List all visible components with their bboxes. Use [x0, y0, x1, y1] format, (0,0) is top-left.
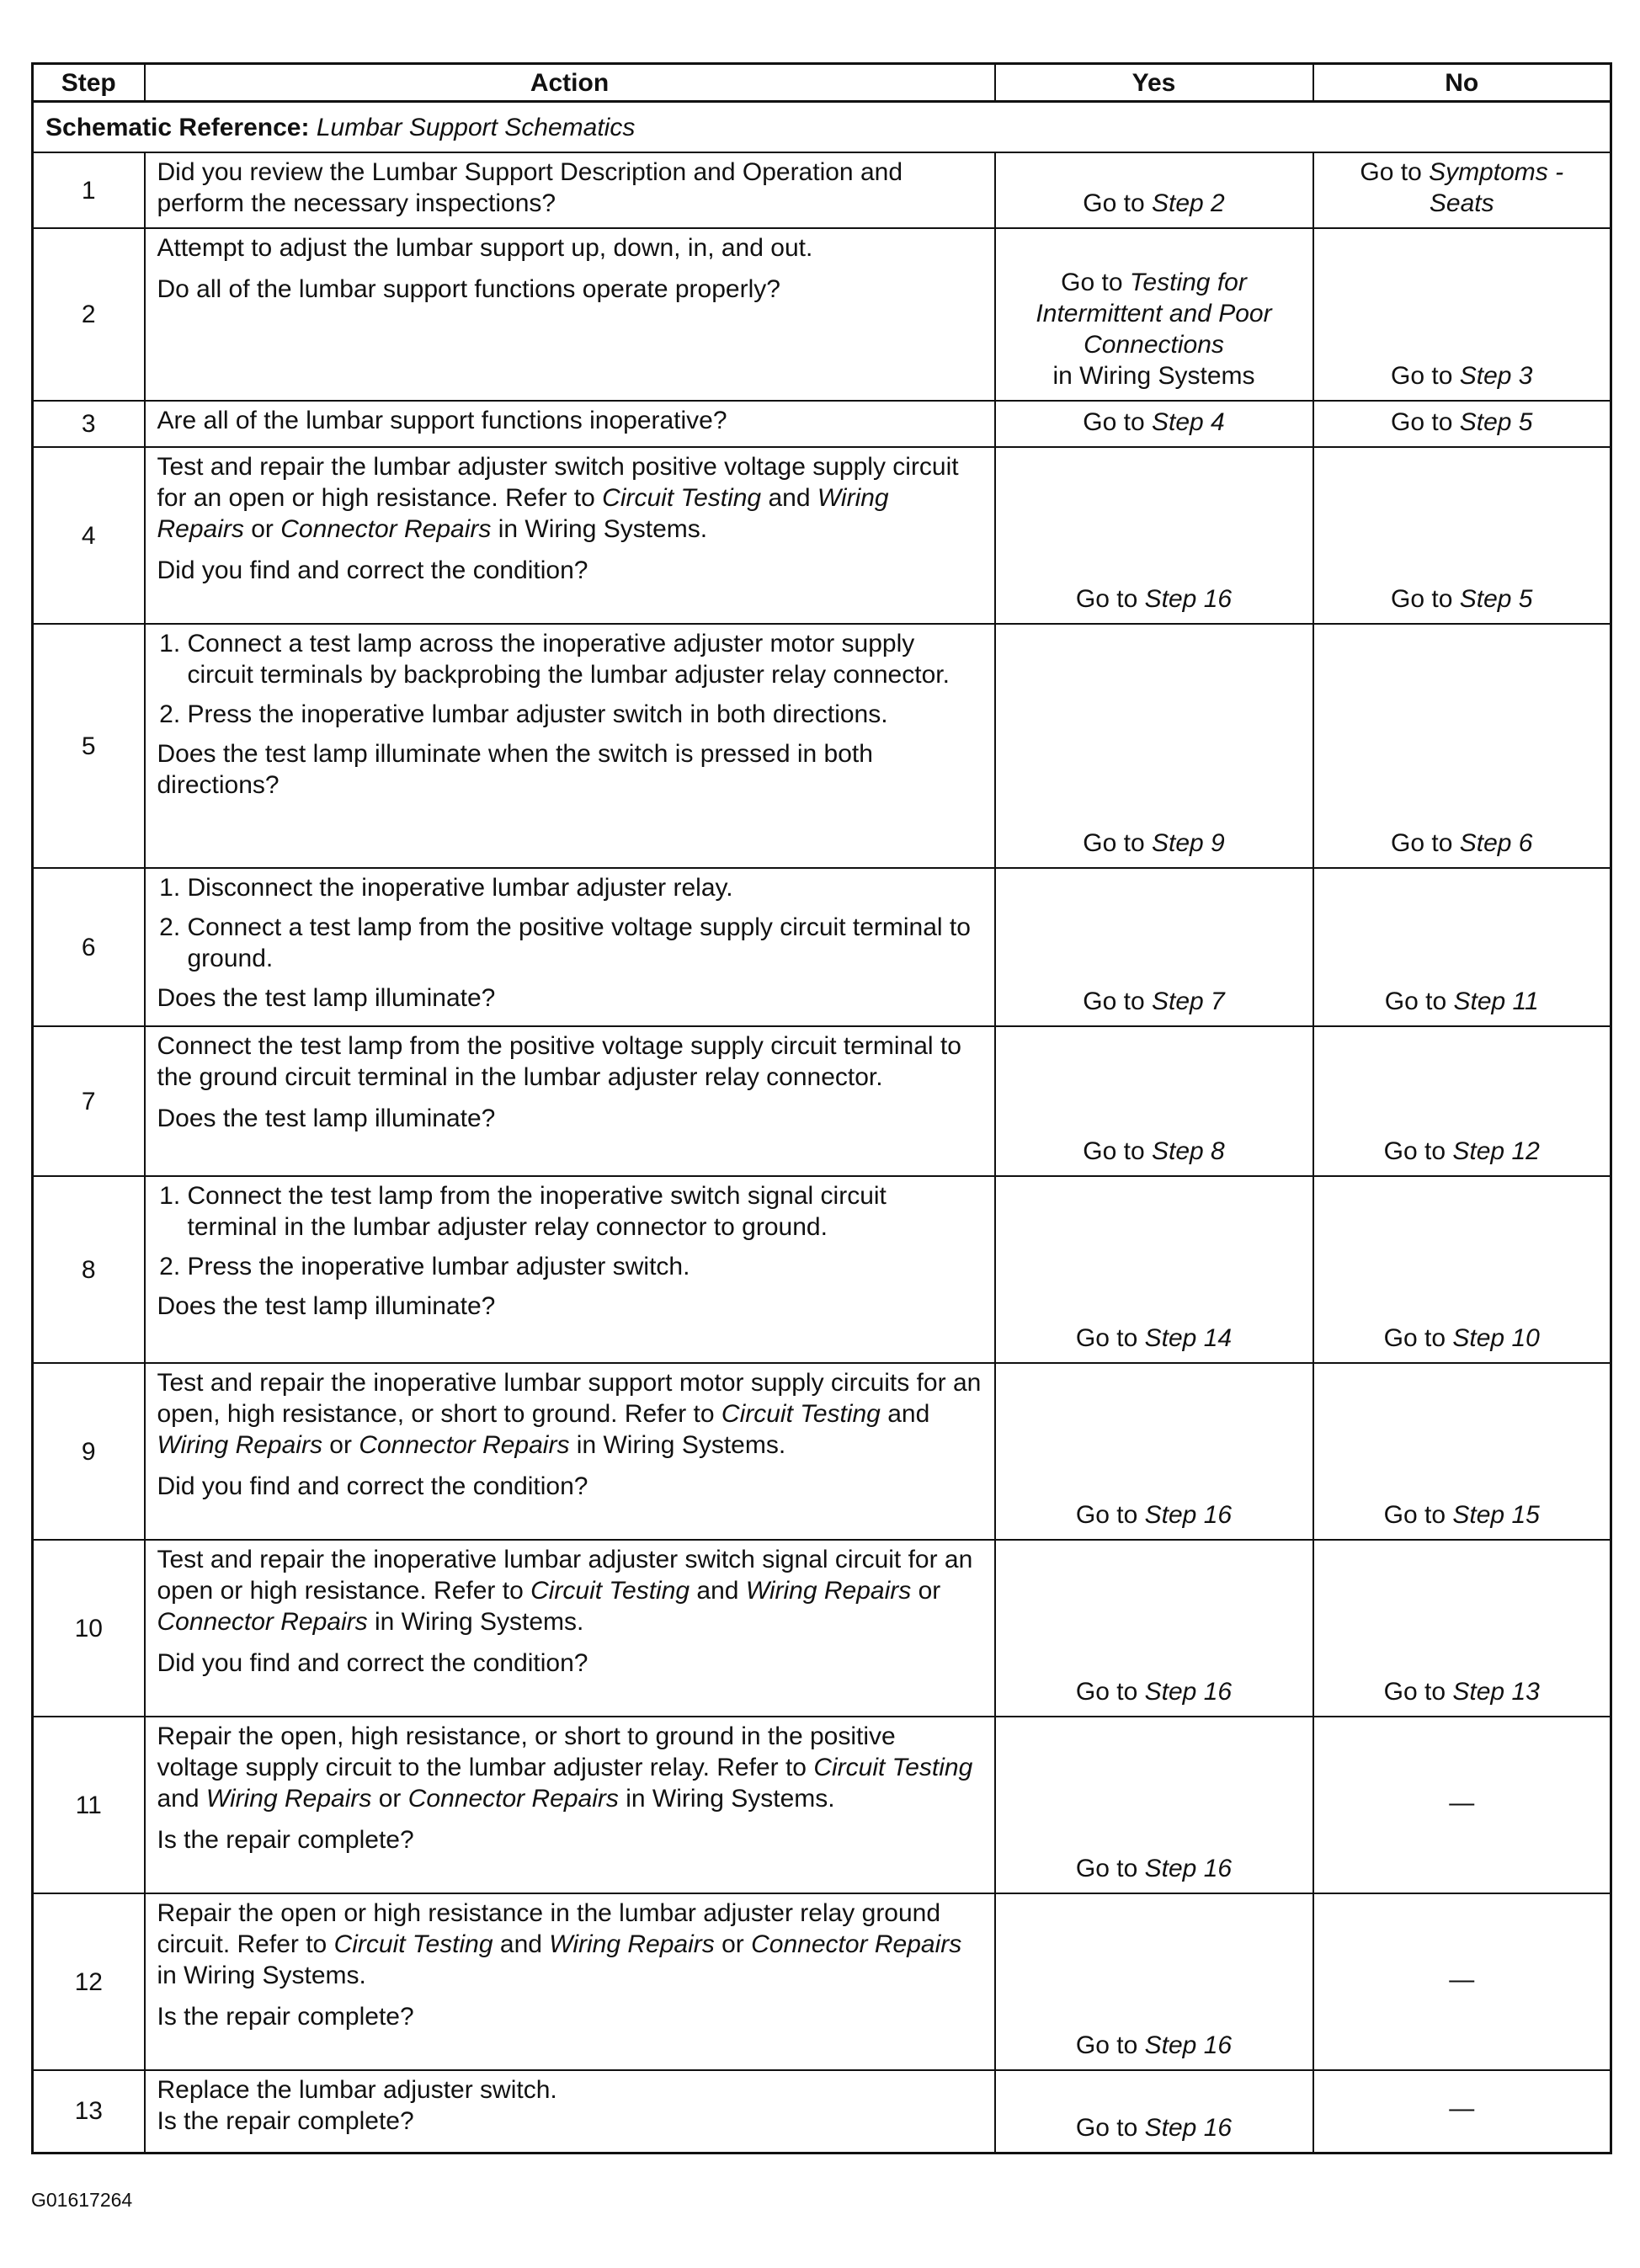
schematic-reference	[33, 102, 1611, 153]
yes-cell	[995, 1717, 1313, 1893]
ref-wiring-repairs: Wiring Repairs	[205, 1785, 372, 1813]
ref-and: and	[499, 1930, 542, 1958]
goto-label: Go to	[1391, 362, 1453, 390]
action-question: Does the test lamp illuminate when the switch is pressed in both directions?	[157, 740, 873, 799]
goto-target: Step 2	[1151, 189, 1225, 217]
no-cell	[1313, 152, 1611, 228]
goto-target: Testing for	[1129, 269, 1247, 296]
goto-label: Go to	[1391, 829, 1453, 857]
goto-label: Go to	[1075, 2113, 1138, 2142]
goto-target: Step 13	[1452, 1678, 1540, 1706]
goto-target: Step 16	[1144, 1855, 1233, 1882]
no-cell	[1313, 447, 1611, 624]
action-steps	[157, 872, 982, 974]
goto-target-cont: Connections	[1084, 331, 1224, 359]
no-cell	[1313, 1176, 1611, 1363]
step-number: 6	[33, 868, 145, 1026]
action-text-lead: Repair the open or high resistance in the lumbar adjuster relay ground circuit. Refer to	[157, 1899, 941, 1958]
goto-label: Go to	[1083, 829, 1145, 857]
table-row	[33, 152, 1611, 228]
action-cell	[145, 1893, 995, 2070]
yes-cell	[995, 1540, 1313, 1717]
action-text-lead: Test and repair the inoperative lumbar adjuster switch signal circuit for an open or high resistance. Refer to	[157, 1546, 973, 1605]
ref-tail: in Wiring Systems.	[374, 1608, 584, 1636]
action-text	[157, 451, 982, 545]
ref-and: and	[768, 484, 811, 512]
figure-id: G01617264	[31, 2189, 133, 2211]
ref-connector-repairs: Connector Repairs	[751, 1930, 962, 1958]
goto-label: Go to	[1383, 1324, 1446, 1352]
action-text: Replace the lumbar adjuster switch.	[157, 2076, 557, 2104]
yes-cell	[995, 2070, 1313, 2153]
action-text	[157, 1367, 982, 1461]
schematic-row	[33, 102, 1611, 153]
action-cell	[145, 2070, 995, 2153]
action-steps	[157, 628, 982, 730]
ref-and: and	[696, 1577, 739, 1605]
table-row	[33, 868, 1611, 1026]
table-row	[33, 228, 1611, 401]
goto-target: Step 6	[1459, 829, 1533, 857]
step-number: 13	[33, 2070, 145, 2153]
action-question: Does the test lamp illuminate?	[157, 1292, 496, 1320]
action-cell	[145, 1026, 995, 1176]
list-item: 2. Press the inoperative lumbar adjuster switch.	[188, 1251, 982, 1282]
action-question: Is the repair complete?	[157, 2107, 414, 2135]
step-number: 1	[33, 152, 145, 228]
goto-label: Go to	[1360, 158, 1422, 186]
yes-cell	[995, 868, 1313, 1026]
goto-target: Step 15	[1452, 1501, 1540, 1529]
table-row	[33, 1363, 1611, 1540]
action-question: Is the repair complete?	[157, 2003, 414, 2031]
action-text-lead: Test and repair the inoperative lumbar support motor supply circuits for an open, high resistance, or short to ground. Refer to	[157, 1369, 982, 1428]
goto-target: Step 5	[1459, 585, 1533, 613]
step-number: 3	[33, 401, 145, 447]
list-item: 2. Connect a test lamp from the positive voltage supply circuit terminal to ground.	[188, 912, 982, 974]
table-row	[33, 1176, 1611, 1363]
yes-cell	[995, 624, 1313, 868]
step-number: 9	[33, 1363, 145, 1540]
not-applicable: —	[1449, 1965, 1475, 1994]
ref-circuit-testing: Circuit Testing	[530, 1577, 690, 1605]
action-question: Does the test lamp illuminate?	[157, 1105, 496, 1132]
goto-target: Step 16	[1144, 1501, 1233, 1529]
goto-target-cont: Intermittent and Poor	[1036, 300, 1272, 327]
goto-target: Step 16	[1144, 1678, 1233, 1706]
no-cell	[1313, 401, 1611, 447]
ref-connector-repairs: Connector Repairs	[359, 1431, 570, 1459]
action-cell	[145, 624, 995, 868]
goto-label: Go to	[1075, 1855, 1138, 1882]
diagnostic-table	[31, 62, 1612, 2154]
goto-target: Step 9	[1151, 829, 1225, 857]
action-question: Is the repair complete?	[157, 1826, 414, 1854]
ref-or: or	[378, 1785, 402, 1813]
action-cell	[145, 447, 995, 624]
action-text-lead: Repair the open, high resistance, or short to ground in the positive voltage supply circuit to the lumbar adjuster relay. Refer to	[157, 1722, 896, 1781]
step-number: 10	[33, 1540, 145, 1717]
not-applicable: —	[1449, 1788, 1475, 1817]
no-cell	[1313, 1026, 1611, 1176]
ref-circuit-testing: Circuit Testing	[602, 484, 762, 512]
goto-target: Step 11	[1453, 988, 1539, 1015]
yes-cell	[995, 1026, 1313, 1176]
header-no: No	[1313, 64, 1611, 102]
no-cell	[1313, 1540, 1611, 1717]
goto-label: Go to	[1061, 269, 1123, 296]
goto-target-cont: Seats	[1429, 189, 1494, 217]
goto-target: Step 8	[1151, 1137, 1225, 1165]
header-action: Action	[145, 64, 995, 102]
table-row	[33, 1717, 1611, 1893]
action-question: Did you find and correct the condition?	[157, 1472, 588, 1500]
goto-label: Go to	[1083, 408, 1145, 436]
goto-label: Go to	[1383, 1501, 1446, 1529]
yes-cell	[995, 228, 1313, 401]
table-row	[33, 1540, 1611, 1717]
yes-cell	[995, 1176, 1313, 1363]
action-text: Did you review the Lumbar Support Description and Operation and perform the necessary inspections?	[157, 158, 903, 217]
step-number: 11	[33, 1717, 145, 1893]
ref-or: or	[329, 1431, 352, 1459]
list-item: 1. Connect a test lamp across the inoperative adjuster motor supply circuit terminals by backprobing the lumbar adjuster relay connector.	[188, 628, 982, 690]
table-row	[33, 447, 1611, 624]
yes-cell	[995, 447, 1313, 624]
ref-tail: in Wiring Systems.	[626, 1785, 835, 1813]
goto-label: Go to	[1383, 1678, 1446, 1706]
ref-wiring-repairs: Wiring Repairs	[745, 1577, 912, 1605]
goto-label: Go to	[1075, 585, 1138, 613]
table-row	[33, 1026, 1611, 1176]
step-number: 2	[33, 228, 145, 401]
step-number: 5	[33, 624, 145, 868]
action-cell	[145, 228, 995, 401]
ref-circuit-testing: Circuit Testing	[333, 1930, 493, 1958]
ref-tail: in Wiring Systems.	[576, 1431, 786, 1459]
step-number: 8	[33, 1176, 145, 1363]
goto-target: Step 16	[1144, 585, 1233, 613]
goto-label: Go to	[1075, 1678, 1138, 1706]
action-text-lead: Test and repair the lumbar adjuster switch positive voltage supply circuit for an open or high resistance. Refer to	[157, 453, 959, 512]
goto-label: Go to	[1075, 1501, 1138, 1529]
schematic-value: Lumbar Support Schematics	[316, 113, 636, 141]
no-cell	[1313, 624, 1611, 868]
action-cell	[145, 1176, 995, 1363]
header-yes: Yes	[995, 64, 1313, 102]
action-text: Are all of the lumbar support functions inoperative?	[157, 407, 727, 434]
yes-cell	[995, 1363, 1313, 1540]
goto-label: Go to	[1083, 988, 1145, 1015]
table-row	[33, 2070, 1611, 2153]
goto-target: Step 4	[1151, 408, 1225, 436]
yes-cell	[995, 152, 1313, 228]
no-cell	[1313, 228, 1611, 401]
step-number: 7	[33, 1026, 145, 1176]
step-number: 4	[33, 447, 145, 624]
goto-target: Step 3	[1459, 362, 1533, 390]
action-cell	[145, 1540, 995, 1717]
list-item: 1. Connect the test lamp from the inoperative switch signal circuit terminal in the lumbar adjuster relay connector to ground.	[188, 1180, 982, 1243]
action-cell	[145, 1717, 995, 1893]
action-text	[157, 1544, 982, 1637]
ref-tail: in Wiring Systems.	[157, 1962, 366, 1989]
yes-cell	[995, 401, 1313, 447]
goto-target: Step 12	[1452, 1137, 1540, 1165]
action-text: Connect the test lamp from the positive voltage supply circuit terminal to the ground circuit terminal in the lumbar adjuster relay connector.	[157, 1032, 961, 1091]
ref-or: or	[251, 515, 274, 543]
goto-label: Go to	[1083, 189, 1145, 217]
goto-target: Step 7	[1151, 988, 1225, 1015]
action-text	[157, 1721, 982, 1814]
ref-connector-repairs: Connector Repairs	[407, 1785, 619, 1813]
no-cell	[1313, 1893, 1611, 2070]
goto-suffix: in Wiring Systems	[1052, 362, 1255, 390]
ref-tail: in Wiring Systems.	[498, 515, 708, 543]
goto-target: Step 5	[1459, 408, 1533, 436]
action-text: Attempt to adjust the lumbar support up, down, in, and out.	[157, 234, 813, 262]
goto-target: Symptoms -	[1429, 158, 1564, 186]
action-text	[157, 1898, 982, 1991]
header-row	[33, 64, 1611, 102]
goto-target: Step 16	[1144, 2113, 1233, 2142]
ref-wiring-repairs: Wiring Repairs	[549, 1930, 715, 1958]
goto-target: Step 14	[1144, 1324, 1233, 1352]
step-number: 12	[33, 1893, 145, 2070]
yes-cell	[995, 1893, 1313, 2070]
goto-label: Go to	[1391, 585, 1453, 613]
goto-target: Step 16	[1144, 2031, 1233, 2059]
ref-wiring-repairs: Wiring Repairs	[157, 484, 889, 543]
ref-or: or	[721, 1930, 744, 1958]
action-steps	[157, 1180, 982, 1282]
ref-circuit-testing: Circuit Testing	[813, 1754, 973, 1781]
ref-and: and	[887, 1400, 930, 1428]
header-step: Step	[33, 64, 145, 102]
action-question: Does the test lamp illuminate?	[157, 984, 496, 1012]
table-row	[33, 401, 1611, 447]
action-question: Do all of the lumbar support functions operate properly?	[157, 275, 780, 303]
ref-and: and	[157, 1785, 200, 1813]
no-cell	[1313, 1363, 1611, 1540]
goto-label: Go to	[1384, 988, 1447, 1015]
no-cell	[1313, 868, 1611, 1026]
action-cell	[145, 152, 995, 228]
goto-label: Go to	[1391, 408, 1453, 436]
list-item: 1. Disconnect the inoperative lumbar adjuster relay.	[188, 872, 982, 903]
not-applicable: —	[1449, 2095, 1475, 2123]
table-row	[33, 1893, 1611, 2070]
action-cell	[145, 1363, 995, 1540]
goto-label: Go to	[1083, 1137, 1145, 1165]
goto-label: Go to	[1383, 1137, 1446, 1165]
action-cell	[145, 401, 995, 447]
list-item: 2. Press the inoperative lumbar adjuster switch in both directions.	[188, 699, 982, 730]
no-cell	[1313, 2070, 1611, 2153]
schematic-label: Schematic Reference:	[45, 113, 310, 141]
ref-connector-repairs: Connector Repairs	[157, 1608, 368, 1636]
table-row	[33, 624, 1611, 868]
action-question: Did you find and correct the condition?	[157, 1649, 588, 1677]
goto-target: Step 10	[1452, 1324, 1540, 1352]
action-cell	[145, 868, 995, 1026]
ref-connector-repairs: Connector Repairs	[280, 515, 492, 543]
goto-label: Go to	[1075, 1324, 1138, 1352]
ref-wiring-repairs: Wiring Repairs	[157, 1431, 322, 1459]
ref-circuit-testing: Circuit Testing	[721, 1400, 881, 1428]
ref-or: or	[918, 1577, 941, 1605]
no-cell	[1313, 1717, 1611, 1893]
action-question: Did you find and correct the condition?	[157, 556, 588, 584]
goto-label: Go to	[1075, 2031, 1138, 2059]
